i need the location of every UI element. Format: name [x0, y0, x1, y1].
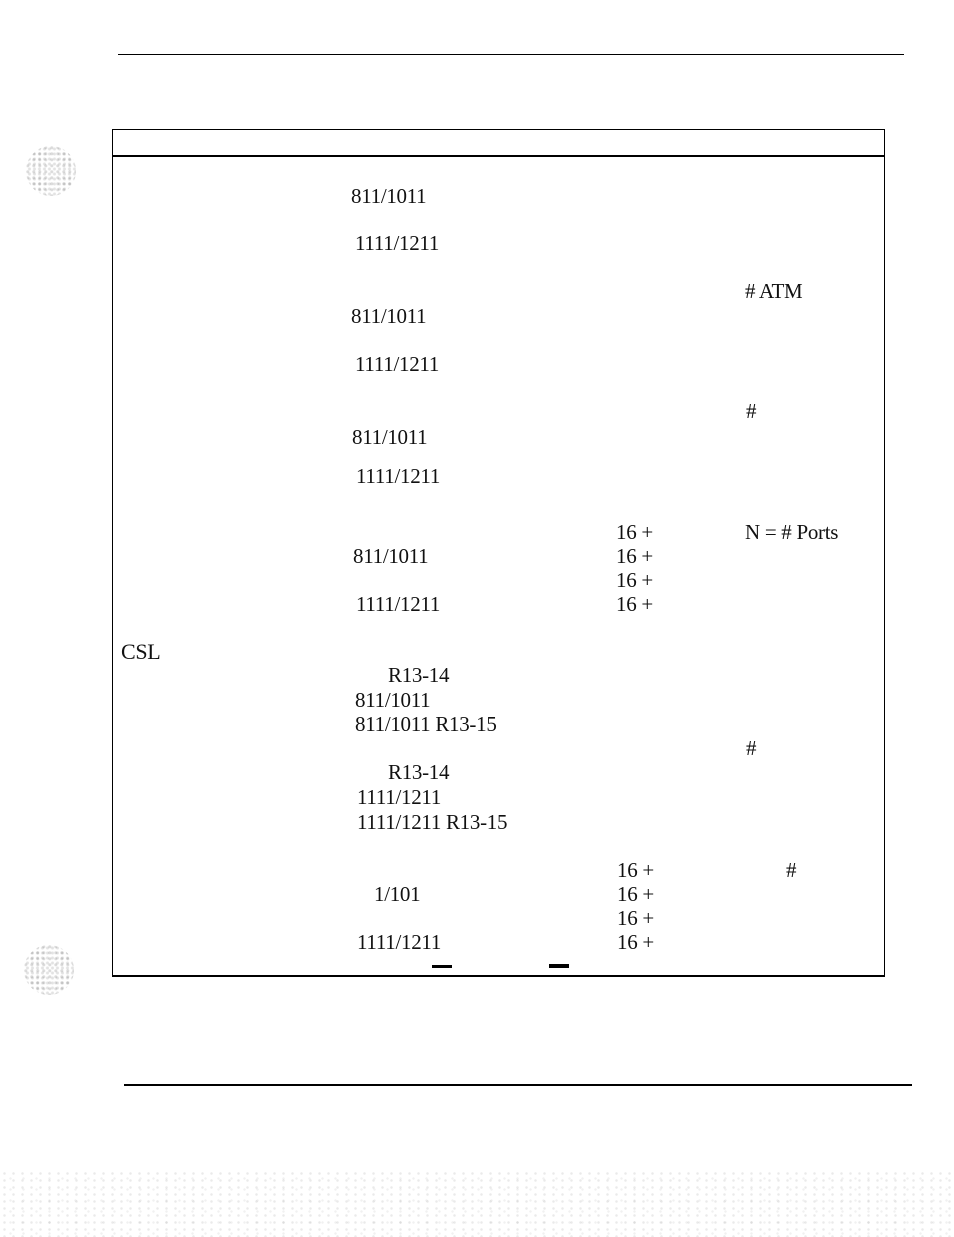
- cell-count: 16 +: [616, 592, 653, 616]
- cell-count: 16 +: [617, 906, 654, 930]
- cell-model: R13-14: [388, 760, 450, 784]
- dash-mark: [549, 964, 569, 968]
- cell-model: 1111/1211: [355, 352, 440, 376]
- bottom-rule: [124, 1084, 912, 1086]
- cell-count: 16 +: [617, 930, 654, 954]
- cell-model: R13-14: [388, 663, 450, 687]
- cell-model: 1111/1211: [356, 592, 441, 616]
- cell-count: 16 +: [616, 568, 653, 592]
- cell-note: #: [786, 858, 797, 882]
- cell-note: #: [746, 736, 757, 760]
- cell-model: 1111/1211: [357, 785, 442, 809]
- cell-count: 16 +: [616, 544, 653, 568]
- row-label-csl: CSL: [121, 639, 161, 664]
- scan-noise: [0, 1170, 954, 1237]
- cell-model: 811/1011: [351, 184, 427, 208]
- cell-note: #: [746, 399, 757, 423]
- cell-model: 1111/1211: [355, 231, 440, 255]
- punch-hole-bottom: [24, 945, 74, 995]
- cell-model: 811/1011: [355, 688, 431, 712]
- cell-note: N = # Ports: [745, 520, 839, 544]
- cell-model: 811/1011: [352, 425, 428, 449]
- table-frame: [112, 129, 885, 977]
- cell-model: 811/1011: [353, 544, 429, 568]
- cell-model: 1111/1211: [356, 464, 441, 488]
- cell-model: 1/101: [374, 882, 421, 906]
- cell-model: 1111/1211 R13-15: [357, 810, 508, 834]
- cell-count: 16 +: [616, 520, 653, 544]
- dash-mark: [432, 965, 452, 968]
- cell-model: 1111/1211: [357, 930, 442, 954]
- cell-count: 16 +: [617, 882, 654, 906]
- cell-note: # ATM: [745, 279, 803, 303]
- cell-model: 811/1011: [351, 304, 427, 328]
- cell-model: 811/1011 R13-15: [355, 712, 497, 736]
- top-rule: [118, 54, 904, 55]
- punch-hole-top: [26, 146, 76, 196]
- cell-count: 16 +: [617, 858, 654, 882]
- table-header-rule: [112, 155, 885, 157]
